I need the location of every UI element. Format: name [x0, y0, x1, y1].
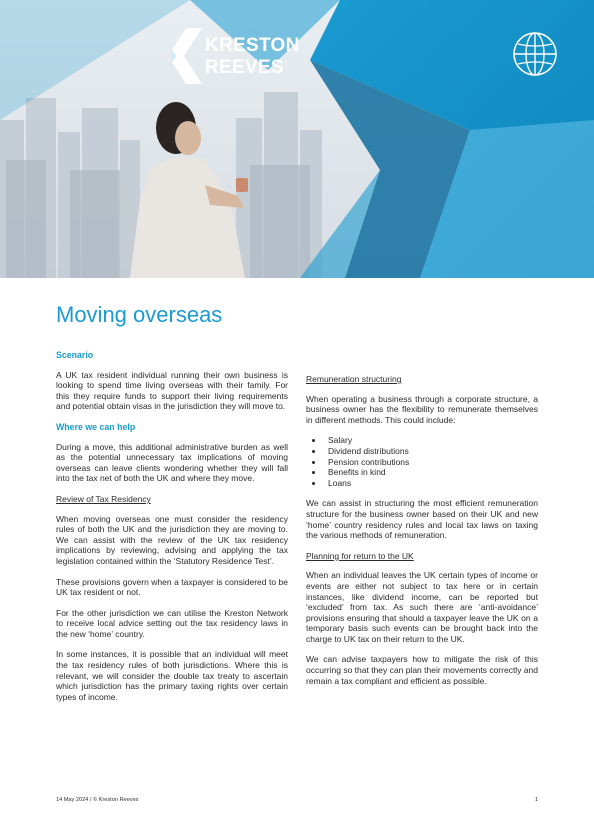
logo-text-reeves: REEVES [205, 57, 284, 78]
help-heading: Where we can help [56, 421, 136, 432]
globe-icon [512, 31, 558, 77]
residency-paragraph-1: When moving overseas one must consider the residency rules of both the UK and the jurisdiction they are moving to. We can assist with the review of the UK tax residency implications by reviewing, advising and applying the tax legislation contained within the ‘Statutory Residence Test’. [56, 513, 288, 566]
hero-banner [0, 0, 594, 278]
footer-copyright: 14 May 2024 / © Kreston Reeves [56, 797, 139, 803]
residency-paragraph-2: These provisions govern when a taxpayer is considered to be UK tax resident or not. [56, 576, 288, 598]
logo [172, 22, 332, 86]
page-number: 1 [535, 797, 539, 803]
logo-text-kreston: KRESTON [205, 35, 300, 56]
remuneration-text-2: We can assist in structuring the most efficient remuneration structure for the business owner based on their UK and new ‘home’ country residency rules and local tax laws on taxing the various methods of remuneration. [306, 498, 538, 541]
residency-paragraph-4: In some instances, it is possible that an individual will meet the tax residency rules of both jurisdictions. Where this is relevant, we will consider the double tax treaty to ascertain which jurisdiction has the primary taxing rights over certain types of income. [56, 649, 288, 702]
remuneration-heading: Remuneration structuring [306, 374, 402, 384]
residency-heading: Review of Tax Residency [56, 493, 151, 504]
page-title: Moving overseas [56, 302, 223, 327]
planning-paragraph-1: When an individual leaves the UK certain types of income or events are either not subject to tax here or in certain instances, like dividend income, can be reported but ‘excluded’ from tax. As such there are ‘anti-avoidance’ provisions ensuring that should a taxpayer leave the UK on a temporary basis such events can be brought back into the charge to UK tax on their return to the UK. [306, 570, 538, 644]
list-item: • Pension contributions [324, 457, 538, 468]
logo-mark-icon [172, 28, 202, 84]
list-item: • Dividend distributions [324, 446, 538, 457]
planning-paragraph-2: We can advise taxpayers how to mitigate the risk of this occurring so that they can plan their movements correctly and remain a tax compliant and efficient as possible. [306, 654, 538, 686]
list-item: • Benefits in kind [324, 467, 538, 478]
scenario-text: A UK tax resident individual running their own business is looking to spend time living overseas with their family. For this they require funds to support their living requirements and potential obtain visas in the jurisdiction they will move to. [56, 369, 288, 412]
scenario-heading: Scenario [56, 350, 94, 360]
list-item: • Salary [324, 435, 538, 446]
help-text: During a move, this additional administrative burden as well as the potential unnecessary tax implications of moving overseas can leave clients wondering whether they will fall into the tax net of both the UK and where they move. [56, 441, 288, 484]
residency-paragraph-3: For the other jurisdiction we can utilise the Kreston Network to receive local advice setting out the tax residency laws in the new ‘home’ country. [56, 607, 288, 639]
list-item: • Loans [324, 478, 538, 489]
remuneration-list [306, 435, 538, 488]
right-column [306, 374, 538, 696]
left-column [56, 350, 288, 712]
remuneration-text: When operating a business through a corporate structure, a business owner has the flexibility to remunerate themselves in different methods. This could include: [306, 393, 538, 425]
planning-heading: Planning for return to the UK [306, 550, 414, 561]
